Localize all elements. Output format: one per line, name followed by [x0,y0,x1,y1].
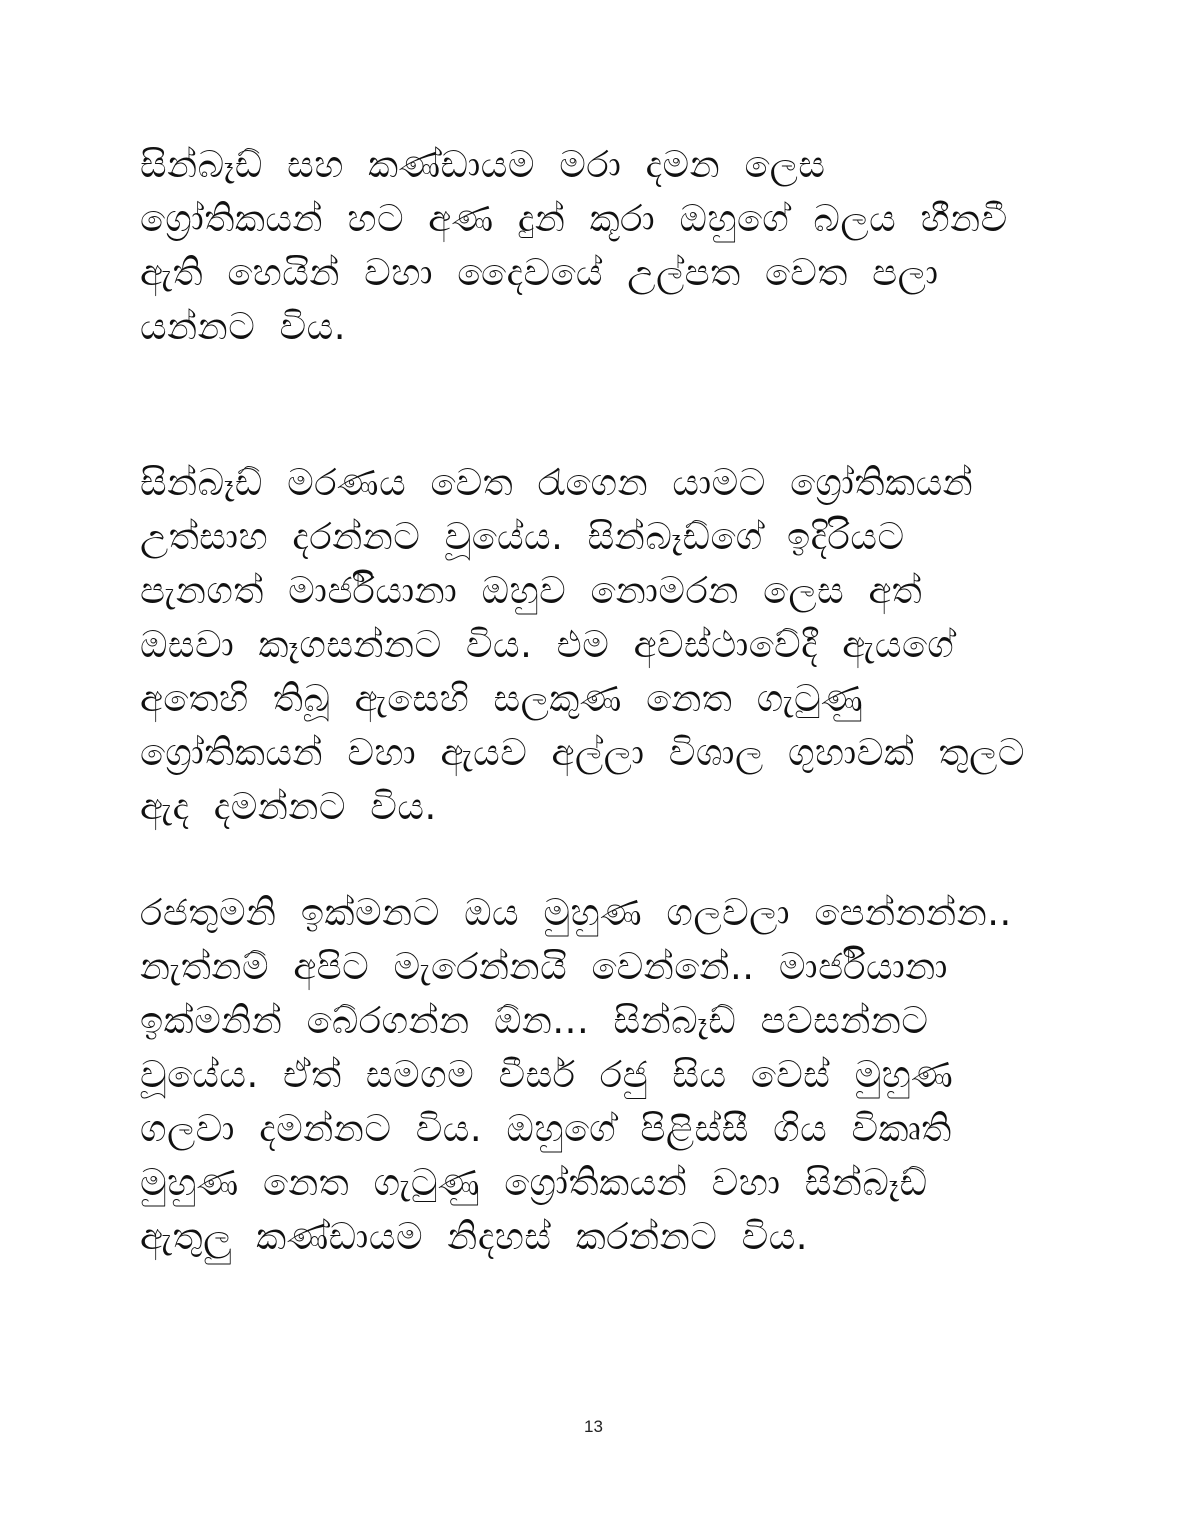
text-line: වූයේය. ඒත් සමගම වීසර් රජු සිය වෙස් මුහුණ [140,1053,954,1096]
text-line: ඔසවා කෑගසන්නට විය. එම අවස්ථාවේදී ඇයගේ [140,623,955,666]
paragraph-3 [140,886,1060,1264]
text-line: මුහුණ නෙත ගැටුණු ග්‍රෝතිකයන් වහා සින්බෑඩ් [140,1161,928,1204]
paragraph-1 [140,138,1060,354]
text-line: අතෙහි තිබූ ඇසෙහි සලකුණ නෙත ගැටුණු [140,677,864,720]
text-line: ඉක්මනින් බේරගන්න ඕන... සින්බෑඩ් පවසන්නට [140,999,929,1042]
text-line: ඇති හෙයින් වහා දෛවයේ උල්පත වෙත පලා [140,251,939,294]
text-line: යන්නට විය. [140,305,347,348]
text-line: සින්බෑඩ් සහ කණ්ඩායම මරා දමන ලෙස [140,143,826,186]
text-line: නැත්නම් අපිට මැරෙන්නයි වෙන්නේ.. මාර්ජියානා [140,945,948,988]
paragraph-2 [140,456,1060,834]
text-line: ග්‍රෝතිකයන් වහා ඇයව අල්ලා විශාල ගුහාවක් තුලට [140,731,1026,774]
text-line: ඇද දමන්නට විය. [140,785,437,828]
text-line: ඇතුලු කණ්ඩායම නිදහස් කරන්නට විය. [140,1215,809,1258]
page-number: 13 [584,1417,603,1436]
text-line: ගලවා දමන්නට විය. ඔහුගේ පිළිස්සී ගිය විකෘති [140,1107,952,1150]
text-line: සින්බෑඩ් මරණය වෙත රැගෙන යාමට ග්‍රෝතිකයන් [140,461,974,504]
text-line: රජතුමනි ඉක්මනට ඔය මුහුණ ගලවලා පෙන්නන්න.. [140,891,1012,934]
text-line: උත්සාහ දරන්නට වූයේය. සින්බෑඩ්ගේ ඉදිරියට [140,515,905,558]
text-line: ග්‍රෝතිකයන් හට අණ දුන් කූරා ඔහුගේ බලය හීනවී [140,197,1008,240]
text-line: පැනගත් මාර්ජියානා ඔහුව නොමරන ලෙස අත් [140,569,923,612]
